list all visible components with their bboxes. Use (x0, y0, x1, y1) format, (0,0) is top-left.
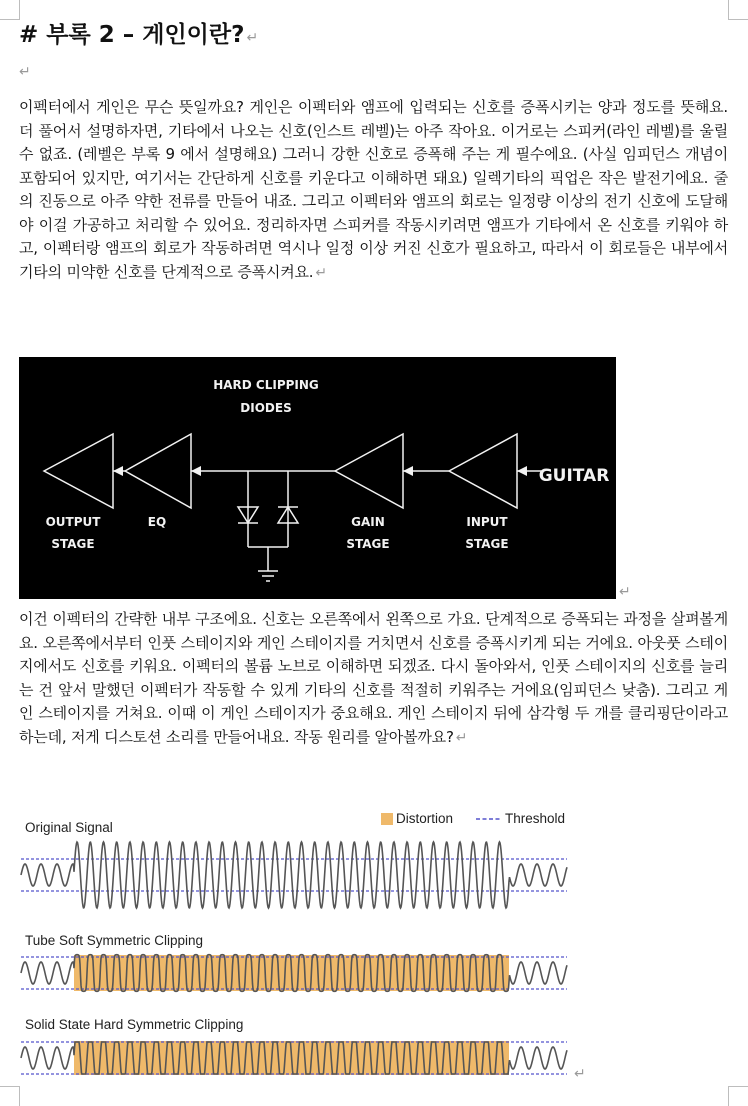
paragraph-mark-icon: ↵ (19, 64, 31, 80)
diagram-label-output: STAGE (51, 537, 95, 551)
arrow-icon (403, 466, 413, 476)
arrow-icon (191, 466, 201, 476)
page-corner-mark (728, 0, 748, 20)
paragraph-mark-icon: ↵ (455, 729, 468, 746)
diagram-label-diodes: DIODES (240, 401, 292, 415)
diagram-label-gain: STAGE (346, 537, 390, 551)
page-heading: # 부록 2 – 게인이란? ↵ (19, 22, 259, 48)
diagram-label-output: OUTPUT (45, 515, 101, 529)
diagram-label-guitar: GUITAR (538, 466, 610, 486)
body-paragraph: 이펙터에서 게인은 무슨 뜻일까요? 게인은 이펙터와 앰프에 입력되는 신호를 증폭시키는 양과 정도를 뜻해요. 더 풀어서 설명하자면, 기타에서 나오는 신호(인스트 레벨)는 아주 작아요. 이거로는 스피커(라인 레벨)를 울릴 수 없죠. (레벨은 부록 9 에서 설명해요) 그러니 강한 신호로 증폭해 주는 게 필수에요. (사실 임피던스 개념이 포함되어 있지만, 여기서는 간단하게 신호를 키운다고 이해하면 돼요) 일렉기타의 픽업은 작은 발전기에요. 줄의 진동으로 아주 약한 전류를 만들어 내죠. 그리고 이펙터와 앰프의 회로는 일정량 이상의 전기 신호에 도달해야 이걸 가공하고 처리할 수 있어요. 정리하자면 스피커를 작동시키려면 앰프가 기타에서 온 신호를 키워야 하고, 이펙터랑 앰프의 회로가 작동하려면 역시나 일정 이상 커진 신호가 필요하고, 따라서 이 회로들은 내부에서 기타의 미약한 신호를 단계적으로 증폭시켜요. ↵ (19, 98, 728, 281)
panel-title-tube: Tube Soft Symmetric Clipping (25, 933, 204, 948)
paragraph-mark-icon: ↵ (315, 264, 327, 281)
paragraph-mark-icon: ↵ (619, 584, 631, 600)
distortion-legend-swatch (381, 813, 393, 825)
arrow-icon (517, 466, 527, 476)
page-corner-mark (0, 0, 20, 20)
diagram-label-eq: EQ (147, 515, 167, 529)
input-stage-amp-symbol (449, 434, 517, 508)
diagram-label-input: STAGE (465, 537, 509, 551)
body-paragraph: 이건 이펙터의 간략한 내부 구조에요. 신호는 오른쪽에서 왼쪽으로 가요. 단계적으로 증폭되는 과정을 살펴볼게요. 오른쪽에서부터 인풋 스테이지와 게인 스테이지를 거치면서 신호를 증폭시키게 되는 거에요. 아웃풋 스테이지에서도 신호를 키워요. 이펙터의 볼륨 노브로 이해하면 되겠죠. 다시 돌아와서, 인풋 스테이지의 신호를 늘리는 건 앞서 말했던 이펙터가 작동할 수 있게 기타의 신호를 적절히 키워주는 거에요(임피던스 낮춤). 그리고 게인 스테이지를 거쳐요. 이때 이 게인 스테이지가 중요해요. 게인 스테이지 뒤에 삼각형 두 개를 클리핑단이라고 하는데, 저게 디스토션 소리를 만들어내요. 작동 원리를 알아볼까요? ↵ (19, 610, 728, 746)
effect-signal-chain-diagram (19, 357, 616, 599)
diagram-label-diodes: HARD CLIPPING (213, 378, 319, 392)
output-stage-amp-symbol (44, 434, 113, 508)
clipping-waveform-figure (19, 808, 579, 1083)
paragraph-mark-icon: ↵ (246, 30, 259, 46)
page-corner-mark (728, 1086, 748, 1106)
arrow-icon (113, 466, 123, 476)
ground-icon (258, 571, 278, 581)
legend-distortion-label: Distortion (396, 811, 454, 826)
diagram-label-input: INPUT (466, 515, 508, 529)
panel-title-solid-state: Solid State Hard Symmetric Clipping (25, 1017, 244, 1032)
paragraph-mark-icon: ↵ (574, 1066, 586, 1082)
diagram-label-gain: GAIN (351, 515, 385, 529)
panel-title-original: Original Signal (25, 820, 113, 835)
eq-amp-symbol (125, 434, 191, 508)
gain-stage-amp-symbol (335, 434, 403, 508)
page-corner-mark (0, 1086, 20, 1106)
waveform-original (21, 842, 567, 908)
legend-threshold-label: Threshold (505, 811, 566, 826)
